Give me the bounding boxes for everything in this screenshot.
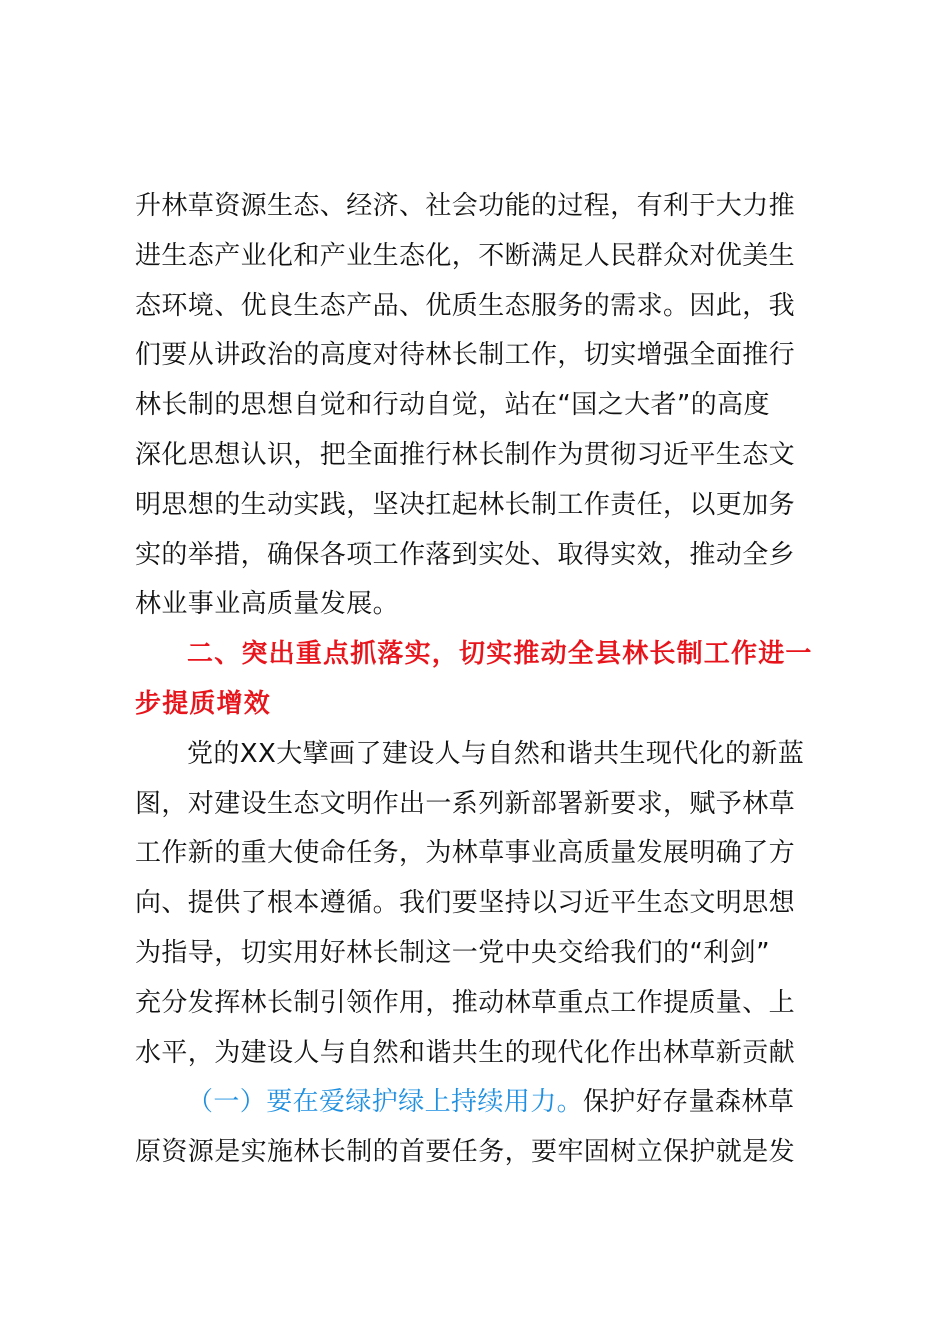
paragraph-line: 充分发挥林长制引领作用，推动林草重点工作提质量、上: [135, 987, 796, 1018]
paragraph-line: 实的举措，确保各项工作落到实处、取得实效，推动全乡: [135, 539, 796, 570]
paragraph-line: 升林草资源生态、经济、社会功能的过程，有利于大力推: [135, 191, 796, 221]
paragraph-line: 们要从讲政治的高度对待林长制工作，切实增强全面推行: [135, 340, 796, 371]
paragraph-line: 明思想的生动实践，坚决扛起林长制工作责任，以更加务: [135, 489, 796, 520]
paragraph-line: 原资源是实施林长制的首要任务，要牢固树立保护就是发: [135, 1137, 796, 1168]
paragraph-line: 进生态产业化和产业生态化，不断满足人民群众对优美生: [135, 240, 796, 271]
document-body: [135, 182, 835, 1178]
paragraph-line: 向、提供了根本遵循。我们要坚持以习近平生态文明思想: [135, 888, 796, 919]
paragraph-line: 水平，为建设人与自然和谐共生的现代化作出林草新贡献: [135, 1037, 796, 1068]
paragraph-line: 图，对建设生态文明作出一系列新部署新要求，赋予林草: [135, 788, 796, 819]
paragraph-line: 党的XX大擘画了建设人与自然和谐共生现代化的新蓝: [187, 738, 805, 769]
paragraph-line: 深化思想认识，把全面推行林长制作为贯彻习近平生态文: [135, 439, 796, 470]
section-heading-line: 二、突出重点抓落实，切实推动全县林长制工作进一: [187, 639, 813, 670]
paragraph-line: 态环境、优良生态产品、优质生态服务的需求。因此，我: [135, 290, 796, 321]
paragraph-line: 工作新的重大使命任务，为林草事业高质量发展明确了方: [135, 838, 796, 869]
paragraph-line: 林业事业高质量发展。: [135, 589, 400, 620]
section-heading-line: 步提质增效: [135, 688, 272, 719]
subsection-text: 保护好存量森林草: [583, 1087, 795, 1118]
paragraph-line: 林长制的思想自觉和行动自觉，站在“国之大者”的高度: [135, 390, 770, 421]
subsection-heading: （一）要在爱绿护绿上持续用力。: [187, 1087, 584, 1118]
paragraph-line: 为指导，切实用好林长制这一党中央交给我们的“利剑”: [135, 937, 770, 968]
subsection-line: [135, 1078, 835, 1128]
